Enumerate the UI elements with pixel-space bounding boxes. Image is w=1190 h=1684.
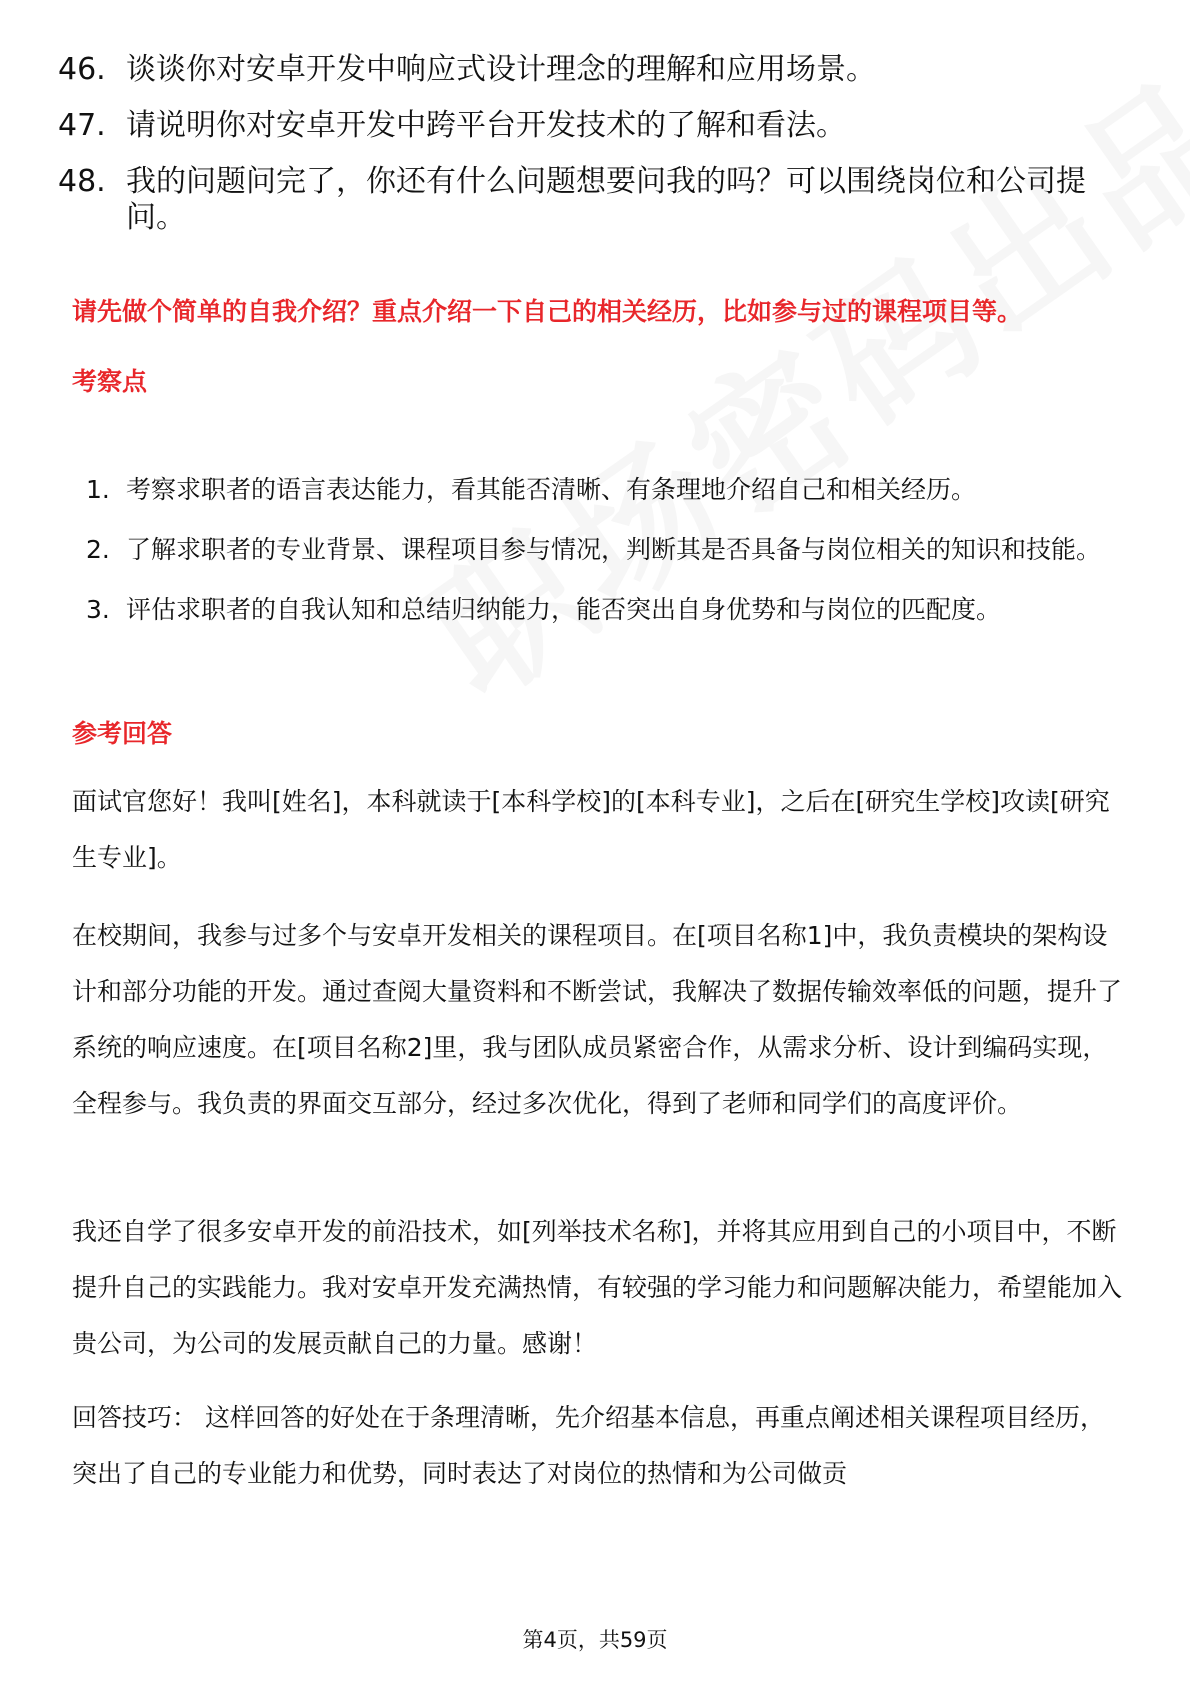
page-footer: 第4页，共59页 — [522, 1628, 668, 1652]
assessment-title: 考察点 — [72, 367, 148, 396]
question-text: 谈谈你对安卓开发中响应式设计理念的理解和应用场景。 — [126, 52, 876, 87]
answer-paragraph: 我还自学了很多安卓开发的前沿技术，如[列举技术名称]，并将其应用到自己的小项目中，不断提升自己的实践能力。我对安卓开发充满热情，有较强的学习能力和问题解决能力，希望能加入贵公司，为公司的发展贡献自己的力量。感谢！ — [72, 1217, 1123, 1358]
assessment-list — [86, 462, 1126, 642]
question-text: 我的问题问完了，你还有什么问题想要问我的吗？可以围绕岗位和公司提问。 — [126, 164, 1086, 235]
assessment-number: 2. — [86, 535, 110, 564]
assessment-text: 了解求职者的专业背景、课程项目参与情况，判断其是否具备与岗位相关的知识和技能。 — [126, 535, 1102, 564]
assessment-item — [86, 522, 1126, 578]
assessment-number: 3. — [86, 595, 110, 624]
question-number: 46. — [58, 52, 106, 87]
assessment-text: 考察求职者的语言表达能力，看其能否清晰、有条理地介绍自己和相关经历。 — [126, 475, 977, 504]
question-item — [58, 108, 1138, 144]
answer-paragraph: 面试官您好！我叫[姓名]，本科就读于[本科学校]的[本科专业]，之后在[研究生学校]攻读[研究生专业]。 — [72, 787, 1110, 872]
assessment-text: 评估求职者的自我认知和总结归纳能力，能否突出自身优势和与岗位的匹配度。 — [126, 595, 1002, 624]
question-item — [58, 52, 1138, 88]
question-number: 48. — [58, 164, 106, 199]
question-item — [58, 164, 1138, 236]
answer-tip-paragraph: 回答技巧： 这样回答的好处在于条理清晰，先介绍基本信息，再重点阐述相关课程项目经历，突出了自己的专业能力和优势，同时表达了对岗位的热情和为公司做贡 — [72, 1403, 1105, 1488]
question-text: 请说明你对安卓开发中跨平台开发技术的了解和看法。 — [126, 108, 846, 143]
assessment-item — [86, 462, 1126, 518]
question-list — [58, 52, 1138, 256]
question-number: 47. — [58, 108, 106, 143]
assessment-number: 1. — [86, 475, 110, 504]
focus-question-heading: 请先做个简单的自我介绍？重点介绍一下自己的相关经历，比如参与过的课程项目等。 — [72, 297, 1023, 326]
reference-title: 参考回答 — [72, 719, 173, 748]
answer-paragraph: 在校期间，我参与过多个与安卓开发相关的课程项目。在[项目名称1]中，我负责模块的架构设计和部分功能的开发。通过查阅大量资料和不断尝试，我解决了数据传输效率低的问题，提升了系统的响应速度。在[项目名称2]里，我与团队成员紧密合作，从需求分析、设计到编码实现，全程参与。我负责的界面交互部分，经过多次优化，得到了老师和同学们的高度评价。 — [72, 921, 1123, 1118]
assessment-item — [86, 582, 1126, 638]
